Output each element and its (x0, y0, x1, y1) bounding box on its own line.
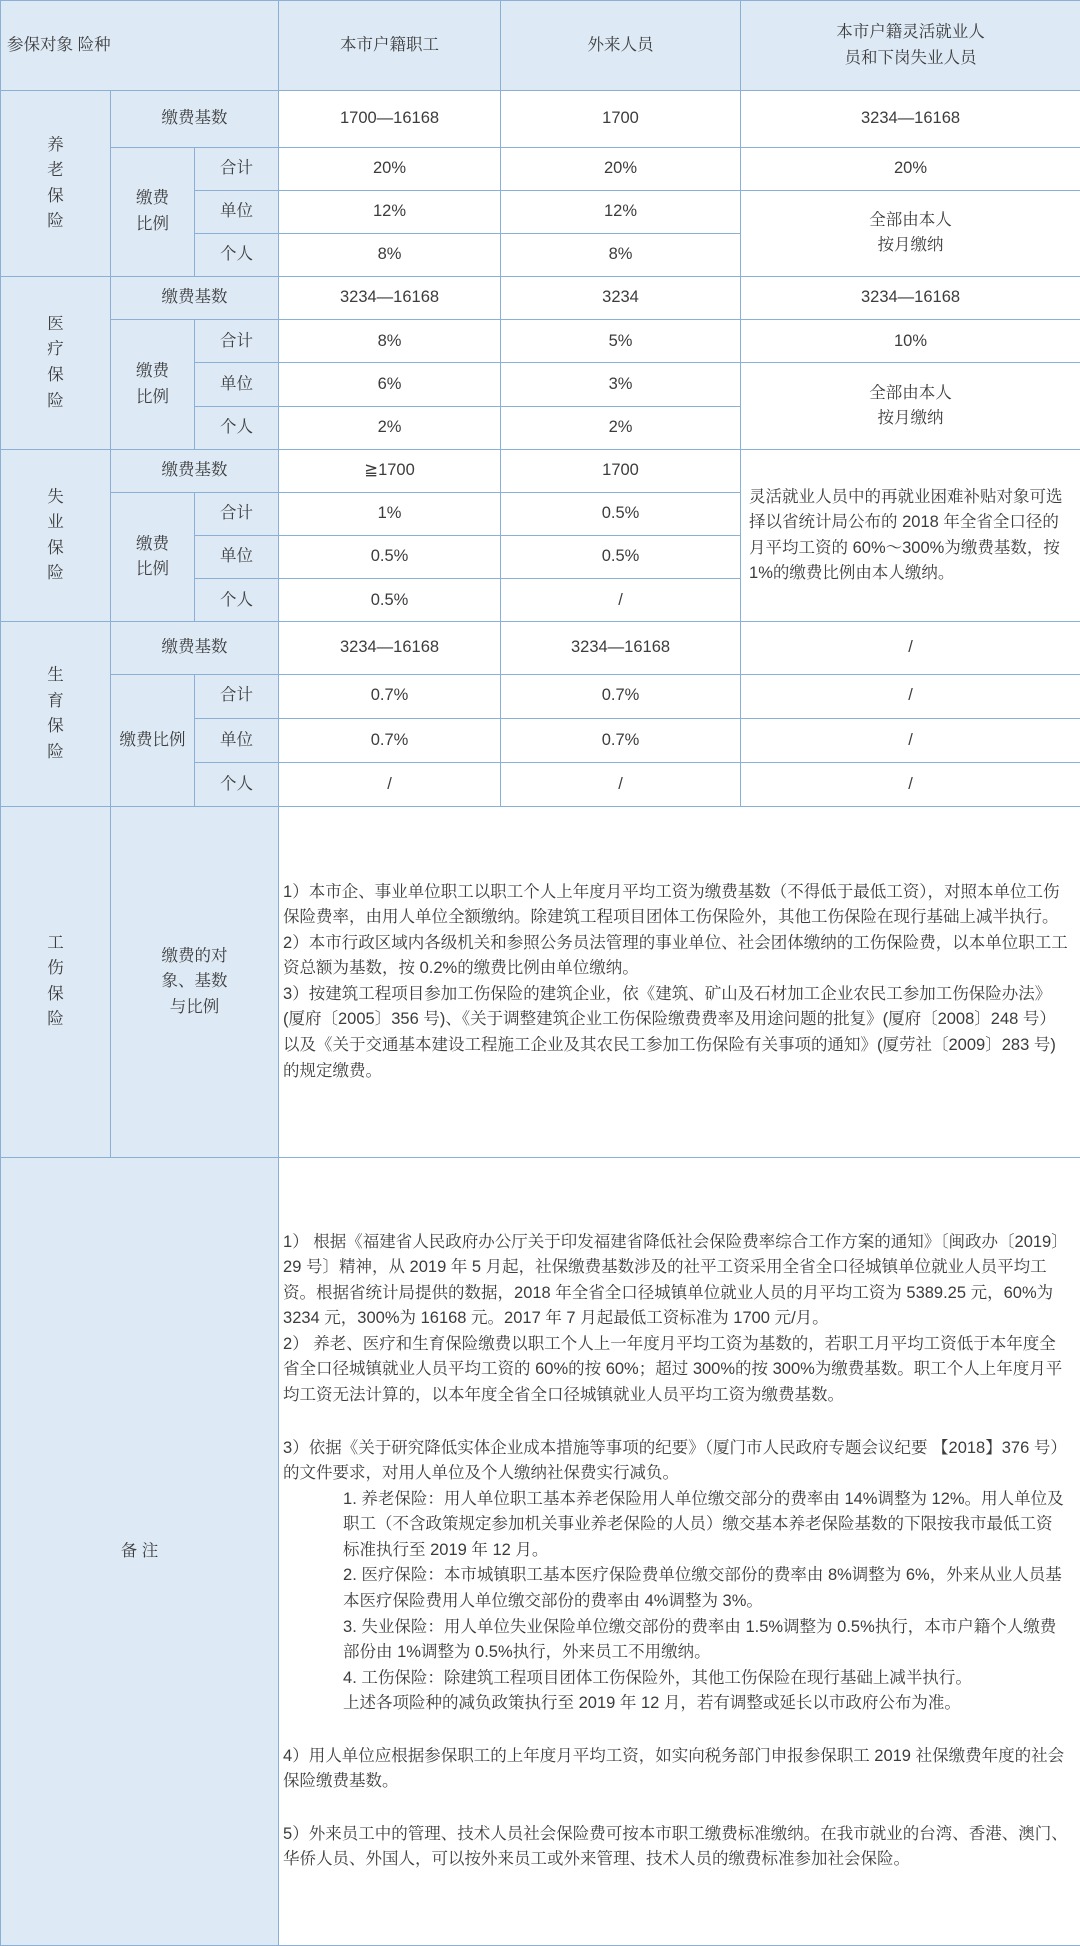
remarks-item-3-sub-2: 2. 医疗保险：本市城镇职工基本医疗保险费单位缴交部份的费率由 8%调整为 6%，外来从业人员基本医疗保险费用人单位缴交部份的费率由 4%调整为 3%。 (343, 1566, 1062, 1610)
maternity-total-local: 0.7% (279, 674, 501, 718)
medical-personal-migrant: 2% (501, 406, 741, 449)
injury-rule-2: 2）本市行政区域内各级机关和参照公务员法管理的事业单位、社会团体缴纳的工伤保险费，以本单位职工工资总额为基数，按 0.2%的缴费比例由单位缴纳。 (283, 933, 1068, 978)
medical-char-2: 疗 (47, 340, 64, 359)
remarks-item-4: 4）用人单位应根据参保职工的上年度月平均工资，如实向税务部门申报参保职工 2019 社保缴费年度的社会保险缴费基数。 (283, 1746, 1065, 1791)
pension-char-2: 老 (47, 161, 64, 180)
medical-char-3: 保 (47, 365, 64, 384)
unemployment-ratio-line-1: 缴费 (136, 534, 169, 553)
medical-total-local: 8% (279, 320, 501, 363)
pension-total-flexible: 20% (741, 147, 1080, 190)
pension-total-migrant: 20% (501, 147, 741, 190)
unemployment-base-local: ≧1700 (279, 449, 501, 492)
medical-base-flexible: 3234—16168 (741, 277, 1080, 320)
header-corner: 参保对象 险种 (1, 1, 279, 91)
unemployment-base-label: 缴费基数 (111, 449, 279, 492)
pension-char-3: 保 (47, 186, 64, 205)
pension-employer-local: 12% (279, 190, 501, 233)
pension-flexible-note-line-1: 全部由本人 (869, 210, 952, 229)
pension-base-local: 1700—16168 (279, 91, 501, 147)
pension-flexible-note (741, 190, 1080, 276)
maternity-char-1: 生 (47, 666, 64, 685)
pension-personal-migrant: 8% (501, 233, 741, 276)
unemployment-base-migrant: 1700 (501, 449, 741, 492)
maternity-total-row (1, 674, 1080, 718)
medical-employer-local: 6% (279, 363, 501, 406)
medical-base-label: 缴费基数 (111, 277, 279, 320)
pension-base-label: 缴费基数 (111, 91, 279, 147)
medical-base-row (1, 277, 1080, 320)
medical-ratio-line-1: 缴费 (136, 361, 169, 380)
medical-total-flexible: 10% (741, 320, 1080, 363)
remarks-item-3-tail: 上述各项险种的减负政策执行至 2019 年 12 月，若有调整或延长以市政府公布为准。 (343, 1694, 961, 1713)
remarks-item-5: 5）外来员工中的管理、技术人员社会保险费可按本市职工缴费标准缴纳。在我市就业的台湾、香港、澳门、华侨人员、外国人，可以按外来员工或外来管理、技术人员的缴费标准参加社会保险。 (283, 1824, 1068, 1869)
header-flexible-workers (741, 1, 1080, 91)
pension-total-local: 20% (279, 147, 501, 190)
remarks-item-3-sub-4: 4. 工伤保险：除建筑工程项目团体工伤保险外，其他工伤保险在现行基础上减半执行。 (343, 1668, 972, 1687)
injury-char-4: 险 (47, 1010, 64, 1029)
injury-char-2: 伤 (47, 959, 64, 978)
header-migrant-workers: 外来人员 (501, 1, 741, 91)
maternity-personal-flexible: / (741, 763, 1080, 807)
injury-char-1: 工 (47, 933, 64, 952)
remarks-item-3-sub-1: 1. 养老保险：用人单位职工基本养老保险用人单位缴交部分的费率由 14%调整为 12%。用人单位及职工（不含政策规定参加机关事业养老保险的人员）缴交基本养老保险基数的下限按我市最低工资标准执行至 2019 年 12 月。 (343, 1489, 1064, 1559)
maternity-base-label: 缴费基数 (111, 622, 279, 674)
header-local-workers: 本市户籍职工 (279, 1, 501, 91)
pension-base-flexible: 3234—16168 (741, 91, 1080, 147)
maternity-employer-local: 0.7% (279, 718, 501, 762)
unemployment-personal-local: 0.5% (279, 579, 501, 622)
medical-base-local: 3234—16168 (279, 277, 501, 320)
pension-ratio-label (111, 147, 195, 277)
injury-rule-1: 1）本市企、事业单位职工以职工个人上年度月平均工资为缴费基数（不得低于最低工资），对照本单位工伤保险费率，由用人单位全额缴纳。除建筑工程项目团体工伤保险外，其他工伤保险在现行基础上减半执行。 (283, 882, 1060, 927)
medical-base-migrant: 3234 (501, 277, 741, 320)
remarks-item-3-sub-3: 3. 失业保险：用人单位失业保险单位缴交部份的费率由 1.5%调整为 0.5%执行，本市户籍个人缴费部份由 1%调整为 0.5%执行，外来员工不用缴纳。 (343, 1617, 1057, 1662)
maternity-base-row (1, 622, 1080, 674)
medical-flexible-note (741, 363, 1080, 449)
medical-employer-migrant: 3% (501, 363, 741, 406)
injury-rule-3: 3）按建筑工程项目参加工伤保险的建筑企业，依《建筑、矿山及石材加工企业农民工参加工伤保险办法》(厦府〔2005〕356 号)、《关于调整建筑企业工伤保险缴费费率及用途问题的批复》(厦府〔2008〕248 号）以及《关于交通基本建设工程施工企业及其农民工参加工伤保险有关事项的通知》(厦劳社〔2009〕283 号)的规定缴费。 (283, 984, 1056, 1080)
medical-flexible-note-line-2: 按月缴纳 (877, 409, 944, 428)
maternity-employer-flexible: / (741, 718, 1080, 762)
pension-employer-migrant: 12% (501, 190, 741, 233)
injury-sublabel (111, 807, 279, 1157)
injury-row (1, 807, 1080, 1157)
unemployment-char-1: 失 (47, 487, 64, 506)
remarks-content (279, 1157, 1080, 1945)
header-flexible-line-1: 本市户籍灵活就业人 (836, 23, 985, 42)
medical-char-4: 险 (47, 391, 64, 410)
maternity-personal-label: 个人 (195, 763, 279, 807)
unemployment-personal-migrant: / (501, 579, 741, 622)
maternity-ratio-label: 缴费比例 (111, 674, 195, 807)
medical-personal-label: 个人 (195, 406, 279, 449)
unemployment-total-migrant: 0.5% (501, 492, 741, 535)
maternity-employer-migrant: 0.7% (501, 718, 741, 762)
remarks-item-1: 1） 根据《福建省人民政府办公厅关于印发福建省降低社会保险费率综合工作方案的通知》〔闽政办〔2019〕29 号〕精神，从 2019 年 5 月起，社保缴费基数涉及的社平工资采用全省全口径城镇单位就业人员平均工资。根据省统计局提供的数据，2018 年全省全口径城镇单位就业人员的月平均工资为 5389.25 元，60%为 3234 元，300%为 16168 元。2017 年 7 月起最低工资标准为 1700 元/月。 (283, 1232, 1068, 1328)
pension-personal-label: 个人 (195, 233, 279, 276)
maternity-label (1, 622, 111, 807)
unemployment-personal-label: 个人 (195, 579, 279, 622)
medical-ratio-line-2: 比例 (136, 387, 169, 406)
unemployment-char-2: 业 (47, 513, 64, 532)
maternity-char-4: 险 (47, 742, 64, 761)
pension-char-4: 险 (47, 212, 64, 231)
medical-label (1, 277, 111, 450)
medical-personal-local: 2% (279, 406, 501, 449)
injury-sublabel-line-3: 与比例 (169, 997, 220, 1016)
maternity-total-migrant: 0.7% (501, 674, 741, 718)
maternity-base-migrant: 3234—16168 (501, 622, 741, 674)
pension-base-row (1, 91, 1080, 147)
unemployment-employer-migrant: 0.5% (501, 536, 741, 579)
pension-flexible-note-line-2: 按月缴纳 (877, 236, 944, 255)
remarks-item-2: 2） 养老、医疗和生育保险缴费以职工个人上一年度月平均工资为基数的，若职工月平均工资低于本年度全省全口径城镇就业人员平均工资的 60%的按 60%；超过 300%的按 300%为缴费基数。职工个人上年度月平均工资无法计算的，以本年度全省全口径城镇就业人员平均工资为缴费基数。 (283, 1334, 1063, 1404)
injury-sublabel-line-1: 缴费的对 (161, 946, 228, 965)
maternity-base-local: 3234—16168 (279, 622, 501, 674)
injury-rules (279, 807, 1080, 1157)
maternity-employer-label: 单位 (195, 718, 279, 762)
medical-employer-label: 单位 (195, 363, 279, 406)
maternity-personal-local: / (279, 763, 501, 807)
medical-total-label: 合计 (195, 320, 279, 363)
pension-base-migrant: 1700 (501, 91, 741, 147)
unemployment-char-4: 险 (47, 564, 64, 583)
pension-personal-local: 8% (279, 233, 501, 276)
maternity-total-flexible: / (741, 674, 1080, 718)
unemployment-flexible-note: 灵活就业人员中的再就业困难补贴对象可选择以省统计局公布的 2018 年全省全口径的月平均工资的 60%～300%为缴费基数，按 1%的缴费比例由本人缴纳。 (741, 449, 1080, 622)
header-row (1, 1, 1080, 91)
pension-char-1: 养 (47, 135, 64, 154)
pension-total-row (1, 147, 1080, 190)
medical-char-1: 医 (47, 314, 64, 333)
medical-flexible-note-line-1: 全部由本人 (869, 383, 952, 402)
unemployment-base-row (1, 449, 1080, 492)
pension-label (1, 91, 111, 277)
unemployment-ratio-label (111, 492, 195, 622)
medical-ratio-label (111, 320, 195, 450)
pension-total-label: 合计 (195, 147, 279, 190)
maternity-personal-migrant: / (501, 763, 741, 807)
unemployment-label (1, 449, 111, 622)
unemployment-ratio-line-2: 比例 (136, 560, 169, 579)
remarks-item-3: 3）依据《关于研究降低实体企业成本措施等事项的纪要》（厦门市人民政府专题会议纪要 【2018】376 号）的文件要求，对用人单位及个人缴纳社保费实行减负。 (283, 1438, 1067, 1483)
maternity-char-3: 保 (47, 717, 64, 736)
remarks-label: 备 注 (1, 1157, 279, 1945)
pension-ratio-line-2: 比例 (136, 214, 169, 233)
maternity-total-label: 合计 (195, 674, 279, 718)
header-flexible-line-2: 员和下岗失业人员 (844, 48, 977, 67)
injury-char-3: 保 (47, 984, 64, 1003)
unemployment-char-3: 保 (47, 538, 64, 557)
medical-total-row (1, 320, 1080, 363)
unemployment-employer-local: 0.5% (279, 536, 501, 579)
unemployment-total-label: 合计 (195, 492, 279, 535)
maternity-base-flexible: / (741, 622, 1080, 674)
injury-sublabel-line-2: 象、基数 (161, 972, 228, 991)
remarks-row (1, 1157, 1080, 1945)
unemployment-employer-label: 单位 (195, 536, 279, 579)
unemployment-total-local: 1% (279, 492, 501, 535)
pension-ratio-line-1: 缴费 (136, 189, 169, 208)
pension-employer-label: 单位 (195, 190, 279, 233)
medical-total-migrant: 5% (501, 320, 741, 363)
injury-label (1, 807, 111, 1157)
maternity-char-2: 育 (47, 691, 64, 710)
